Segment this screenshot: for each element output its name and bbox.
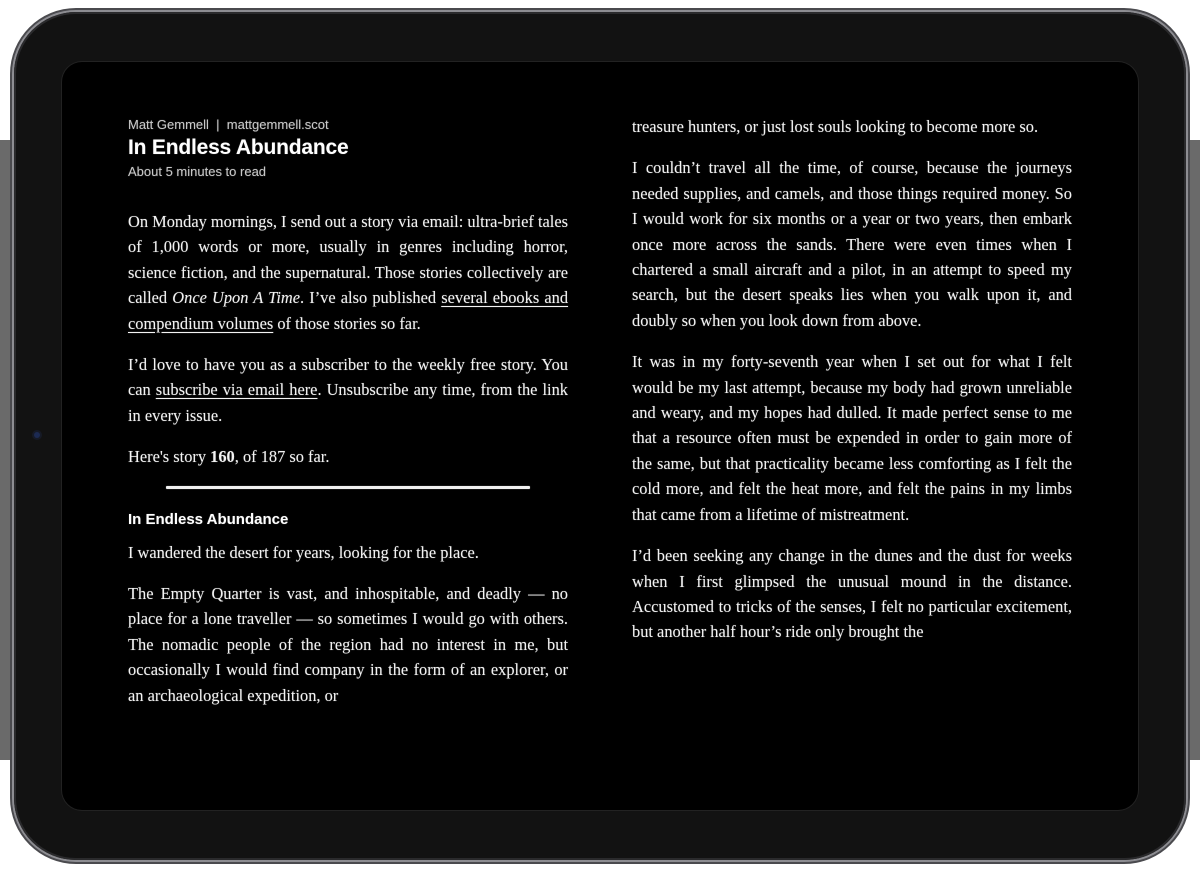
byline-site: mattgemmell.scot: [226, 117, 329, 132]
series-title: Once Upon A Time: [172, 288, 301, 308]
byline-author: Matt Gemmell: [128, 117, 209, 132]
text: Here's story: [128, 447, 211, 467]
read-time: About 5 minutes to read: [128, 164, 267, 179]
byline-separator: |: [216, 117, 220, 132]
text: I’d love to have you as a subscriber to the weekly free story. You can: [128, 355, 568, 400]
text: . I’ve also published: [300, 288, 442, 308]
story-paragraph: The Empty Quarter is vast, and inhospitable, and deadly — no place for a lone traveller — so sometimes I would go with others. The nomadic people of the region had no interest in me, but occasionally I would find company in the form of an explorer, or an archaeological expedition, or: [128, 584, 568, 705]
story-number: 160: [210, 447, 235, 467]
ebooks-link[interactable]: several ebooks and compendium volumes: [128, 288, 569, 333]
front-camera-icon: [34, 432, 40, 438]
article-byline: [128, 117, 329, 133]
story-paragraph: It was in my forty-seventh year when I set out for what I felt would be my last attempt, because my body had grown unreliable and weary, and my hopes had dulled. It made perfect sense to me that a resource often must be expended in order to gain more of the same, but that practicality became less comforting as I felt the cold more, and felt the heat more, and felt the pains in my limbs that came from a lifetime of mistreatment.: [632, 352, 1072, 524]
article-title: In Endless Abundance: [128, 136, 349, 159]
reader-screen[interactable]: [62, 62, 1138, 810]
text: of those stories so far.: [273, 313, 421, 333]
text: . Unsubscribe any time, from the link in every issue.: [128, 380, 568, 425]
story-paragraph: I’d been seeking any change in the dunes and the dust for weeks when I first glimpsed the unusual mound in the distance. Accustomed to tricks of the senses, I felt no particular excitement, but another half hour’s ride only brought the: [632, 546, 1072, 642]
article-body-left: [128, 209, 568, 724]
story-paragraph: I couldn’t travel all the time, of course, because the journeys needed supplies, and camels, and those things required money. So I would work for six months or a year or two years, then embark once more across the sands. There were even times when I chartered a small aircraft and a pilot, in an attempt to speed my search, but the desert speaks lies when you walk upon it, and doubly so when you look down from above.: [632, 158, 1072, 330]
text: , of 187 so far.: [234, 447, 330, 467]
intro-paragraph-3: [128, 444, 568, 469]
subscribe-link[interactable]: subscribe via email here: [155, 380, 318, 400]
intro-paragraph-1: [128, 209, 568, 336]
intro-paragraph-2: [128, 352, 568, 428]
text: On Monday mornings, I send out a story via email: ultra-brief tales of 1,000 words or more, usually in genres including horror, science fiction, and the supernatural. Those stories collectively are called: [128, 212, 568, 308]
story-heading: In Endless Abundance: [128, 510, 289, 528]
article-body-right: [632, 114, 1072, 661]
story-paragraph: I wandered the desert for years, looking for the place.: [128, 542, 479, 562]
tablet-device-frame: [14, 12, 1186, 860]
section-divider: [166, 486, 530, 489]
story-paragraph: treasure hunters, or just lost souls looking to become more so.: [632, 117, 1039, 136]
